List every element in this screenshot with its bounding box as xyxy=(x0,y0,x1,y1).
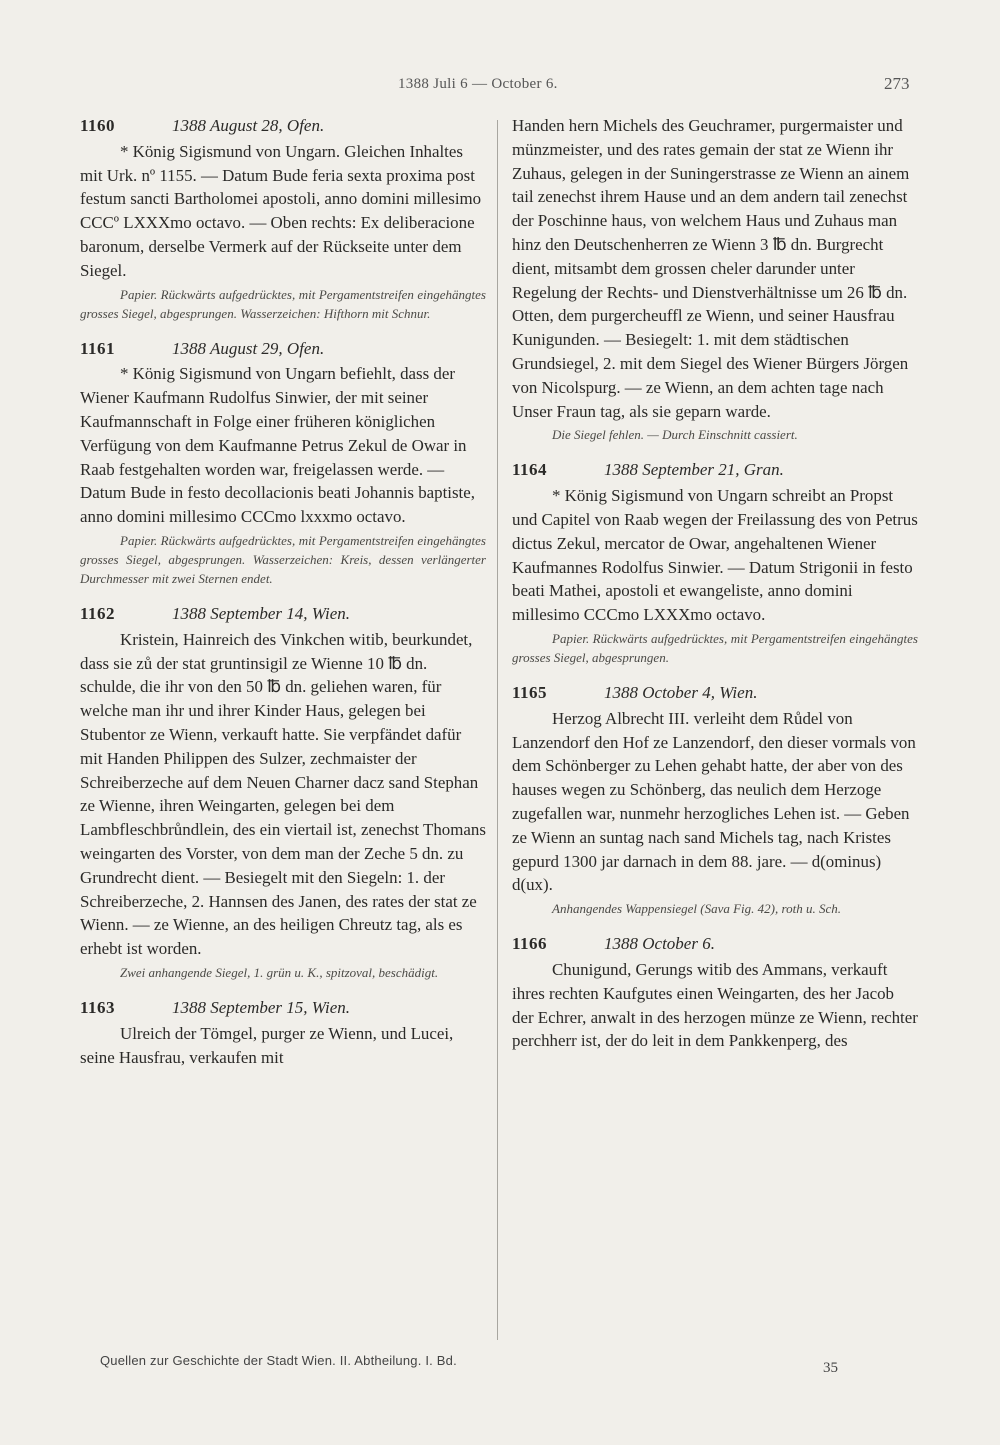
entry-text: Chunigund, Gerungs witib des Ammans, verkauft ihres rechten Kaufgutes einen Weingarten, des her Jacob der Echrer, anwalt in des herzogen münze ze Wienn, rechter perchherr ist, der do leit in dem Pankkenperg, des xyxy=(512,959,918,1051)
entry-date: 1388 October 6. xyxy=(604,934,715,954)
entry-note: Anhangendes Wappensiegel (Sava Fig. 42), roth u. Sch. xyxy=(552,901,841,917)
entry-1163-continued xyxy=(512,114,918,444)
entry-date: 1388 September 14, Wien. xyxy=(172,603,350,623)
entry-date: 1388 August 29, Ofen. xyxy=(172,338,325,358)
entry-number: 1161 xyxy=(80,338,116,358)
entry-number: 1160 xyxy=(80,116,116,135)
entry-number: 1162 xyxy=(80,603,116,623)
entry-1160 xyxy=(80,114,486,323)
entry-number: 1163 xyxy=(80,997,116,1017)
entry-date: 1388 October 4, Wien. xyxy=(604,682,758,702)
entry-text: Kristein, Hainreich des Vinkchen witib, beurkundet, dass sie zů der stat gruntinsigil ze Wienne 10 ℔ dn. schulde, die ihr von den 50 ℔ dn. geliehen waren, für welche man ihr und ihrer Kinder Haus, gelegen bei Stubentor ze Wienn, verkauft hatte. Sie verpfändet dafür mit Handen Philippen des Sulzer, zechmaister der Schreiberzeche auf dem Neuen Charner dacz sand Stephan ze Wienne, ihren Weingarten, gelegen bei dem Lambfleschbrůndlein, des ein viertail ist, zenechst Thomans weingarten des Vorster, von dem man der Zeche 5 dn. zu Grundrecht dient. — Besiegelt mit den Siegeln: 1. der Schreiberzeche, 2. Hannsen des Janen, des rates der stat ze Wienn. — ze Wienne, an des heiligen Chreutz tag, als es erhebt ist worden. xyxy=(80,629,486,959)
footer-signature: 35 xyxy=(823,1360,838,1376)
entry-number: 1164 xyxy=(512,460,548,480)
entry-note: Papier. Rückwärts aufgedrücktes, mit Pergamentstreifen eingehängtes grosses Siegel, abgesprungen. Wasserzeichen: Hifthorn mit Schnur. xyxy=(80,286,486,321)
entry-date: 1388 September 15, Wien. xyxy=(172,997,350,1017)
entry-1166 xyxy=(512,932,918,1053)
entry-text: * König Sigismund von Ungarn schreibt an Propst und Capitel von Raab wegen der Freilassung des von Petrus dictus Zekul, mercator de Owar, angehaltenen Wiener Kaufmannes Rodolfus Sinwier. — Datum Strigonii in festo beati Mathei, apostoli et ewangeliste, anno domini millesimo CCCmo LXXXmo octavo. xyxy=(512,486,918,625)
entry-text: * König Sigismund von Ungarn befiehlt, dass der Wiener Kaufmann Rudolfus Sinwier, der mit seiner Kaufmannschaft in Folge einer früheren königlichen Verfügung von dem Kaufmanne Petrus Zekul de Owar in Raab festgehalten worden war, freigelassen werde. — Datum Bude in festo decollacionis beati Johannis baptiste, anno domini millesimo CCCmo lxxxmo octavo. xyxy=(80,364,475,527)
entry-text: Herzog Albrecht III. verleiht dem Růdel von Lanzendorf den Hof ze Lanzendorf, den dieser vormals von dem Schönberger zu Lehen gehabt hatte, der aber von des hauses wegen zu Schönberg, das neulich dem Herzoge zugefallen war, nunmehr herzogliches Lehen ist. — Geben ze Wienn an suntag nach sand Michels tag, nach Kristes gepurd 1300 jar darnach in dem 88. jare. — d(ominus) d(ux). xyxy=(512,708,916,895)
entry-text: Ulreich der Tömgel, purger ze Wienn, und Lucei, seine Hausfrau, verkaufen mit xyxy=(80,1023,454,1067)
entry-text: Handen hern Michels des Geuchramer, purgermaister und münzmeister, und des rates gemain der stat ze Wienn ihr Zuhaus, gelegen in der Suningerstrasse ze Wienn an ainem tail zenechst ihrem Hause und an dem andern tail zenechst der Poschinne haus, von welchem Haus und Zuhaus man hinz den Deutschenherren ze Wienn 3 ℔ dn. Burgrecht dient, mitsambt dem grossen cheler darunder unter Regelung der Rechts- und Dienstverhältnisse um 26 ℔ dn. Otten, dem purgercheuffl ze Wienn, und seiner Hausfrau Kunigunden. — Besiegelt: 1. mit dem städtischen Grundsiegel, 2. mit dem Siegel des Wiener Bürgers Jörgen von Nicolspurg. — ze Wienn, an dem achten tage nach Unser Fraun tag, als sie geparn warde. xyxy=(512,116,910,421)
running-title: 1388 Juli 6 — October 6. xyxy=(398,76,558,92)
entry-1165 xyxy=(512,681,918,918)
entry-text: * König Sigismund von Ungarn. Gleichen Inhaltes mit Urk. nº 1155. — Datum Bude feria sexta proxima post festum sancti Bartholomei apostoli, anno domini millesimo CCCº LXXXmo octavo. — Oben rechts: Ex deliberacione baronum, derselbe Vermerk auf der Rückseite unter dem Siegel. xyxy=(80,141,482,280)
entry-note: Papier. Rückwärts aufgedrücktes, mit Pergamentstreifen eingehängtes grosses Siegel, abgesprungen. xyxy=(512,630,918,665)
entry-note: Die Siegel fehlen. — Durch Einschnitt cassiert. xyxy=(552,427,798,443)
entry-note: Papier. Rückwärts aufgedrücktes, mit Pergamentstreifen eingehängtes grosses Siegel, abgesprungen. Wasserzeichen: Kreis, dessen verlängerter Durchmesser mit zwei Sternen endet. xyxy=(80,532,486,586)
column-divider xyxy=(497,120,498,1340)
entry-1161 xyxy=(80,337,486,588)
entry-number: 1165 xyxy=(512,682,548,702)
entry-date: 1388 September 21, Gran. xyxy=(604,460,784,480)
page-number: 273 xyxy=(884,74,910,93)
right-column xyxy=(512,114,918,1067)
entry-1163 xyxy=(80,996,486,1069)
page-header xyxy=(0,74,1000,104)
entry-1162 xyxy=(80,602,486,982)
entry-note: Zwei anhangende Siegel, 1. grün u. K., spitzoval, beschädigt. xyxy=(120,964,439,980)
entry-date: 1388 August 28, Ofen. xyxy=(172,116,325,135)
entry-number: 1166 xyxy=(512,934,548,954)
entry-1164 xyxy=(512,458,918,667)
footer-source: Quellen zur Geschichte der Stadt Wien. II. Abtheilung. I. Bd. xyxy=(100,1353,457,1368)
left-column xyxy=(80,114,486,1083)
